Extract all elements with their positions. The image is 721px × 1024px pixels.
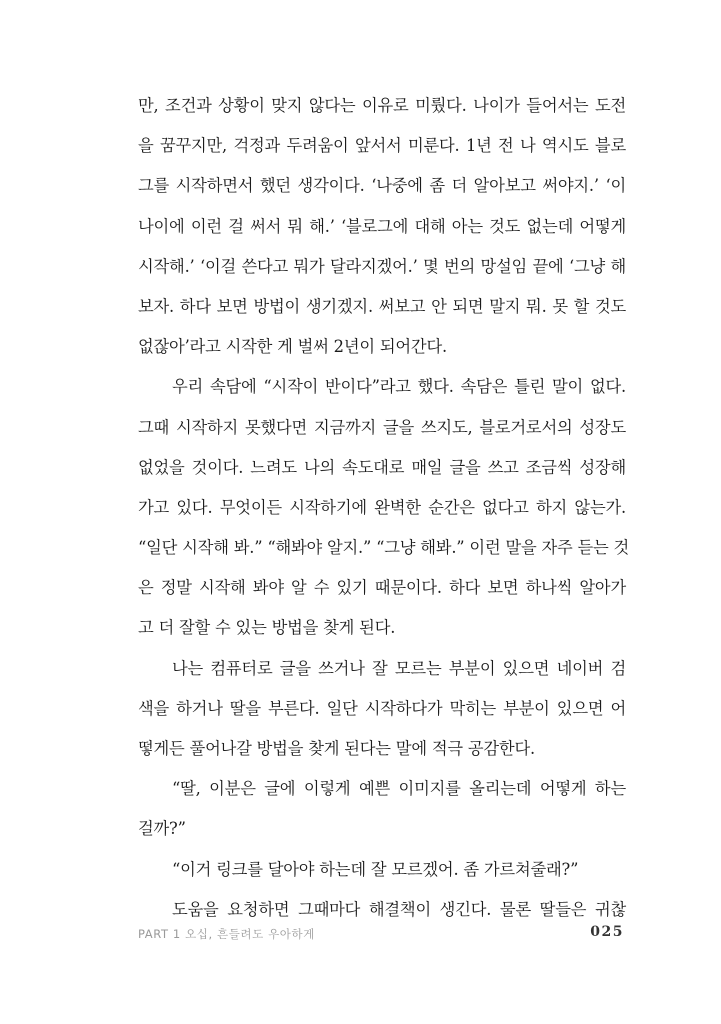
text-line: 고 더 잘할 수 있는 방법을 찾게 된다. <box>138 618 396 638</box>
text-line: “이거 링크를 달아야 하는데 잘 모르겠어. 좀 가르쳐줄래?” <box>172 859 579 879</box>
text-line: 색을 하거나 딸을 부른다. 일단 시작하다가 막히는 부분이 있으면 어 <box>138 698 626 718</box>
text-line: 은 정말 시작해 봐야 알 수 있기 때문이다. 하다 보면 하나씩 알아가 <box>138 578 626 598</box>
text-line: 을 꿈꾸지만, 걱정과 두려움이 앞서서 미룬다. 1년 전 나 역시도 블로 <box>138 136 626 156</box>
text-line: 떻게든 풀어나갈 방법을 찾게 된다는 말에 적극 공감한다. <box>138 739 535 758</box>
text-line: 나는 컴퓨터로 글을 쓰거나 잘 모르는 부분이 있으면 네이버 검 <box>172 658 626 678</box>
text-line: 도움을 요청하면 그때마다 해결책이 생긴다. 물론 딸들은 귀찮 <box>172 899 626 919</box>
text-line: 그때 시작하지 못했다면 지금까지 글을 쓰지도, 블로거로서의 성장도 <box>138 417 626 437</box>
text-line: 시작해.’ ‘이걸 쓴다고 뭐가 달라지겠어.’ 몇 번의 망설임 끝에 ‘그냥 해 <box>138 256 626 276</box>
text-line: “딸, 이분은 글에 이렇게 예쁜 이미지를 올리는데 어떻게 하는 <box>172 779 626 799</box>
text-line: 보자. 하다 보면 방법이 생기겠지. 써보고 안 되면 말지 뭐. 못 할 것도 <box>138 296 626 316</box>
text-line: “일단 시작해 봐.” “해봐야 알지.” “그냥 해봐.” 이런 말을 자주 듣는 것 <box>138 538 630 558</box>
text-line: 우리 속담에 “시작이 반이다”라고 했다. 속담은 틀린 말이 없다. <box>172 377 626 397</box>
text-line: 나이에 이런 걸 써서 뭐 해.’ ‘블로그에 대해 아는 것도 없는데 어떻게 <box>138 216 626 236</box>
text-line: 가고 있다. 무엇이든 시작하기에 완벽한 순간은 없다고 하지 않는가. <box>138 497 626 517</box>
running-footer: PART 1 오십, 흔들려도 우아하게 <box>138 927 315 941</box>
text-line: 없었을 것이다. 느려도 나의 속도대로 매일 글을 쓰고 조금씩 성장해 <box>138 457 626 477</box>
body-text <box>138 86 630 930</box>
text-line: 만, 조건과 상황이 맞지 않다는 이유로 미뤘다. 나이가 들어서는 도전 <box>138 96 626 115</box>
text-line: 그를 시작하면서 했던 생각이다. ‘나중에 좀 더 알아보고 써야지.’ ‘이 <box>138 176 626 196</box>
text-line: 걸까?” <box>138 819 186 839</box>
text-line: 없잖아’라고 시작한 게 벌써 2년이 되어간다. <box>138 337 447 357</box>
page-number: 025 <box>590 924 624 940</box>
